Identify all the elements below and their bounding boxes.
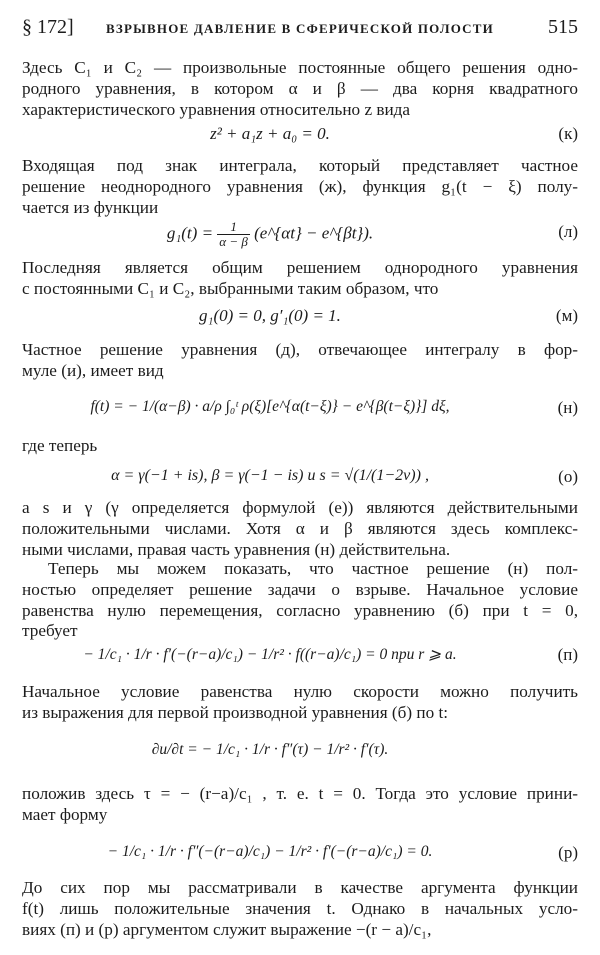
- text-line: чается из функции: [22, 197, 159, 217]
- equation-body: g₁(0) = 0, g′₁(0) = 1.: [199, 306, 341, 325]
- paragraph-10: [22, 878, 578, 940]
- paragraph-1: [22, 58, 578, 120]
- text-line: Входящая под знак интеграла, который представляет частное: [22, 156, 578, 175]
- equation-tag: (н): [557, 398, 578, 417]
- text-line: равенства нулю перемещения, согласно уравнению (б) при t = 0,: [22, 600, 578, 620]
- equation-body: ∂u/∂t = − 1/c₁ · 1/r · f″(τ) − 1/r² · f′(τ).: [151, 741, 389, 758]
- text-line: из выражения для первой производной уравнения (б) по t:: [22, 702, 449, 722]
- text-line: Теперь мы можем показать, что частное решение (н) пол-: [48, 559, 578, 578]
- equation-tag: (о): [558, 467, 578, 486]
- text-line: Последняя является общим решением однородного уравнения: [22, 258, 578, 277]
- equation-tag: (р): [558, 843, 578, 862]
- paragraph-3: [22, 258, 578, 300]
- equation-body: − 1/c₁ · 1/r · f″(−(r−a)/c₁) − 1/r² · f′(−(r−a)/c₁) = 0.: [107, 843, 433, 860]
- equation-m: [22, 306, 578, 334]
- text-line: решение неоднородного уравнения (ж), функция g₁(t − ξ) полу-: [22, 176, 578, 196]
- running-title: ВЗРЫВНОЕ ДАВЛЕНИЕ В СФЕРИЧЕСКОЙ ПОЛОСТИ: [106, 21, 494, 36]
- text-line: Начальное условие равенства нулю скорости можно получить: [22, 682, 578, 701]
- equation-tag: (л): [558, 222, 578, 241]
- equation-body: − 1/c₁ · 1/r · f′(−(r−a)/c₁) − 1/r² · f((r−a)/c₁) = 0 при r ⩾ a.: [83, 646, 457, 663]
- text-line: положительными числами. Хотя α и β являются здесь комплекс-: [22, 518, 578, 538]
- section-number: § 172]: [22, 16, 74, 38]
- equation-l: [22, 216, 578, 252]
- text-line: виях (п) и (р) аргументом служит выражение −(r − a)/c₁,: [22, 919, 432, 939]
- equation-p: [22, 640, 578, 674]
- paragraph-4: [22, 340, 578, 382]
- equation-body: [22, 220, 518, 249]
- equation-body: α = γ(−1 + is), β = γ(−1 − is) и s = √(1/(1−2ν)) ,: [111, 467, 429, 484]
- paragraph-7: [22, 559, 578, 642]
- paragraph-5: [22, 436, 578, 457]
- text-line: ными числами, правая часть уравнения (н) действительна.: [22, 539, 451, 559]
- equation-du-dt: [22, 736, 578, 770]
- text-line: требует: [22, 621, 78, 641]
- equation-o: [22, 464, 578, 494]
- text-line: Частное решение уравнения (д), отвечающее интегралу в фор-: [22, 340, 578, 359]
- text-line: положив здесь τ = − (r−a)/c₁ , т. е. t = 0. Тогда это условие прини-: [22, 784, 578, 803]
- equation-rhs: (e^{αt} − e^{βt}).: [254, 223, 374, 243]
- fraction: [217, 220, 250, 249]
- paragraph-6: [22, 498, 578, 560]
- equation-k: [22, 124, 578, 152]
- equation-body: z² + a₁z + a₀ = 0.: [210, 124, 330, 143]
- text-line: мает форму: [22, 804, 108, 824]
- text-line: родного уравнения, в котором α и β — два корня квадратного: [22, 78, 578, 98]
- paragraph-9: [22, 784, 578, 826]
- equation-tag: (п): [557, 645, 578, 664]
- equation-r: [22, 838, 578, 872]
- text-line: f(t) лишь положительные значения t. Однако в начальных усло-: [22, 898, 578, 918]
- text-line: a s и γ (γ определяется формулой (е)) являются действительными: [22, 498, 578, 517]
- text-line: характеристического уравнения относительно z вида: [22, 99, 411, 119]
- text-line: с постоянными C₁ и C₂, выбранными таким образом, что: [22, 278, 439, 298]
- fraction-denominator: α − β: [219, 234, 248, 249]
- equation-lhs: g₁(t) =: [166, 223, 214, 243]
- text-line: муле (и), имеет вид: [22, 360, 164, 380]
- running-header: [22, 16, 578, 44]
- equation-body: f(t) = − 1/(α−β) · a/ρ ∫₀ᵗ ρ(ξ)[e^{α(t−ξ)} − e^{β(t−ξ)}] dξ,: [90, 398, 450, 415]
- text-line: ностью определяет решение задачи о взрыве. Начальное условие: [22, 579, 578, 599]
- equation-tag: (к): [558, 124, 578, 143]
- equation-n: [22, 392, 578, 428]
- paragraph-8: [22, 682, 578, 724]
- equation-tag: (м): [555, 306, 578, 325]
- text-line: где теперь: [22, 436, 98, 455]
- text-line: До сих пор мы рассматривали в качестве аргумента функции: [22, 878, 578, 897]
- page-number: 515: [548, 16, 578, 38]
- fraction-numerator: 1: [217, 220, 250, 235]
- paragraph-2: [22, 156, 578, 218]
- text-line: Здесь C₁ и C₂ — произвольные постоянные общего решения одно-: [22, 58, 578, 77]
